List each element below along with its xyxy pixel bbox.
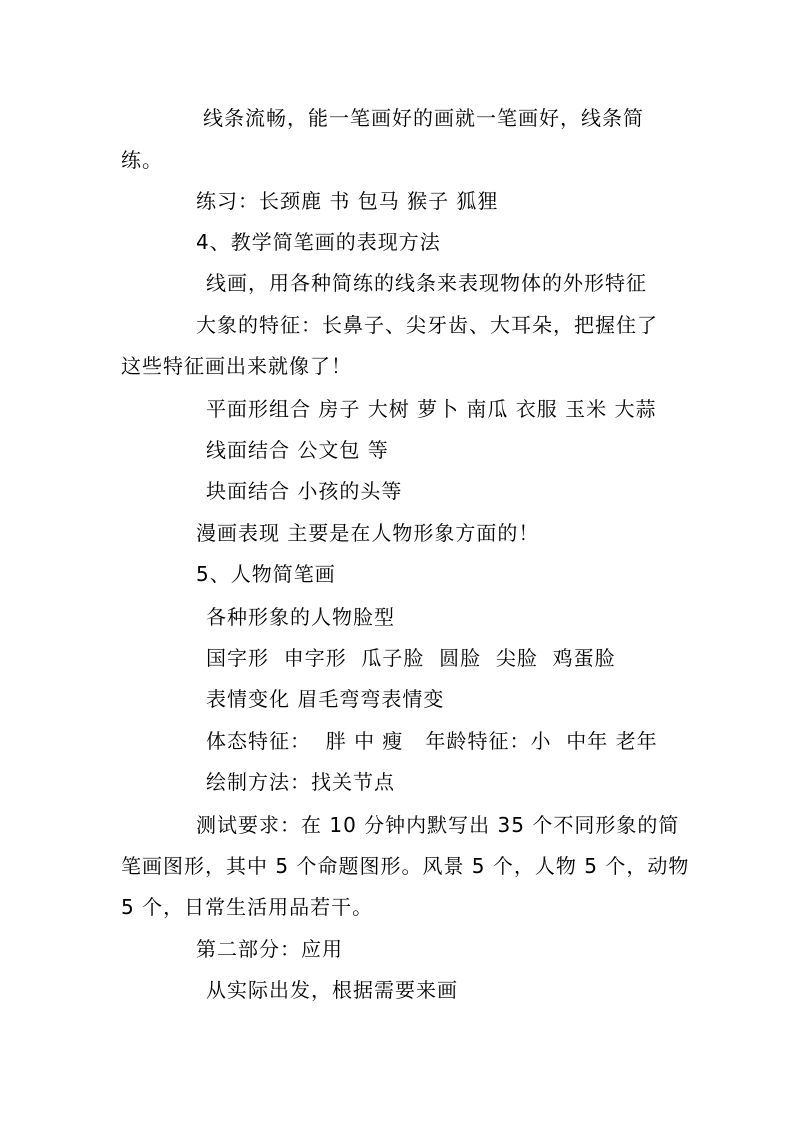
text-line-20: 5 个，日常生活用品若干。 [121, 895, 374, 919]
text-line-10: 块面结合 小孩的头等 [206, 479, 403, 503]
text-line-11: 漫画表现 主要是在人物形象方面的！ [196, 521, 540, 545]
text-line-17: 绘制方法：找关节点 [206, 770, 395, 794]
text-line-14: 国字形 申字形 瓜子脸 圆脸 尖脸 鸡蛋脸 [206, 646, 616, 670]
text-line-21: 第二部分：应用 [196, 937, 343, 961]
text-line-2: 练。 [121, 148, 163, 172]
text-line-13: 各种形象的人物脸型 [206, 605, 395, 629]
text-line-6: 大象的特征：长鼻子、尖牙齿、大耳朵，把握住了 [196, 313, 658, 337]
text-line-5: 线画，用各种简练的线条来表现物体的外形特征 [206, 271, 647, 295]
text-line-4: 4、教学简笔画的表现方法 [196, 230, 441, 254]
text-line-8: 平面形组合 房子 大树 萝卜 南瓜 衣服 玉米 大蒜 [206, 397, 657, 421]
text-line-7: 这些特征画出来就像了！ [121, 354, 352, 378]
text-line-19: 笔画图形，其中 5 个命题图形。风景 5 个，人物 5 个，动物 [121, 854, 690, 878]
text-line-18: 测试要求：在 10 分钟内默写出 35 个不同形象的简 [196, 813, 680, 837]
text-line-15: 表情变化 眉毛弯弯表情变 [206, 687, 445, 711]
text-line-1: 线条流畅，能一笔画好的画就一笔画好，线条简 [203, 106, 644, 130]
text-line-3: 练习：长颈鹿 书 包马 猴子 狐狸 [196, 189, 499, 213]
text-line-16: 体态特征： 胖 中 瘦 年龄特征：小 中年 老年 [206, 729, 658, 753]
text-line-9: 线面结合 公文包 等 [206, 438, 389, 462]
text-line-22: 从实际出发，根据需要来画 [206, 978, 458, 1002]
text-line-12: 5、人物简笔画 [196, 562, 336, 586]
